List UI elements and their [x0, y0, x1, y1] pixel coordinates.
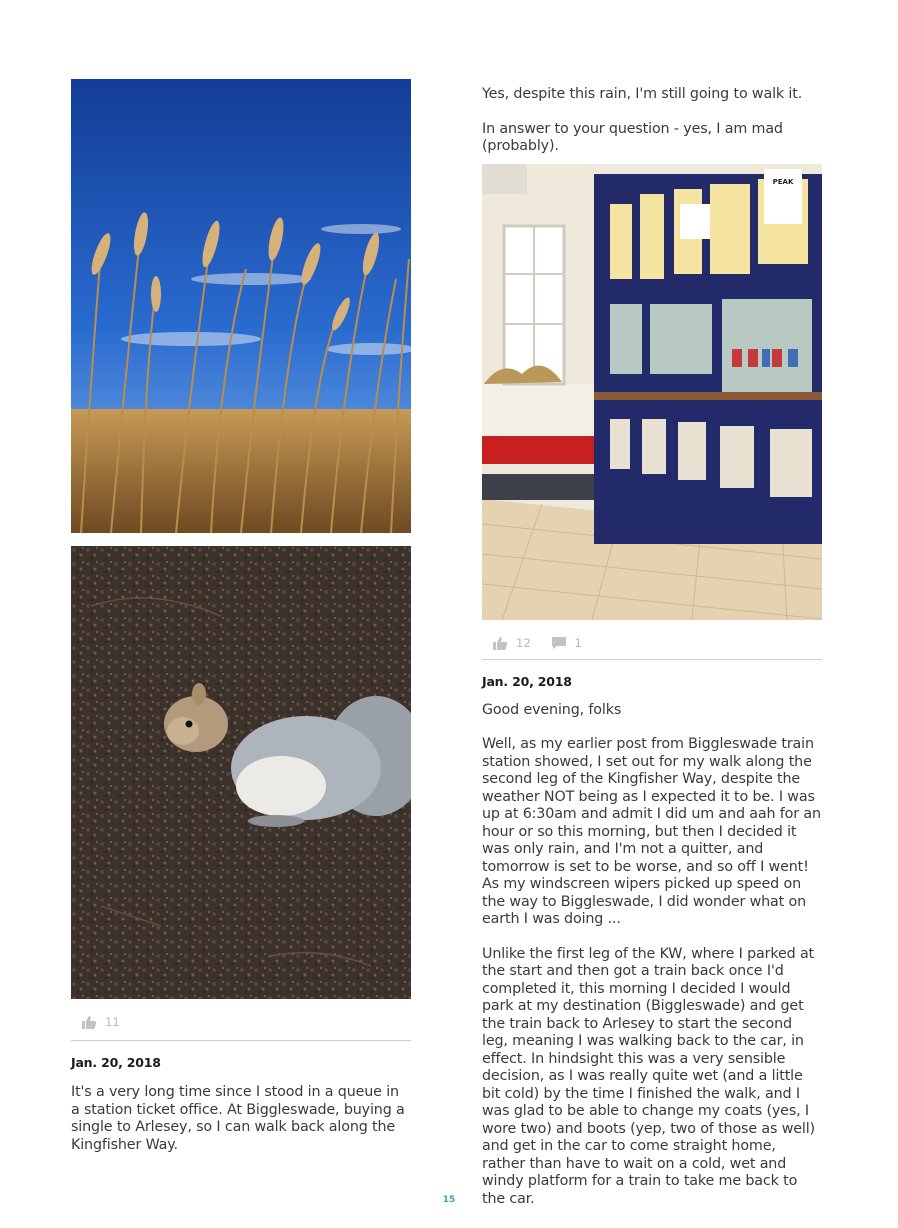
comment-icon[interactable]: [551, 636, 567, 650]
left-post-meta: [71, 1012, 411, 1032]
paragraph-1: Well, as my earlier post from Biggleswade train station showed, I set out for my walk along the second leg of the Kingfisher Way, despite the weather NOT being as I expected it to be. I was up at 6:30am and admit I did um and aah for an hour or so this morning, but then I decided it was only rain, and I'm not a quitter, and tomorrow is set to be worse, and so off I went! As my windscreen wipers picked up speed on the way to Biggleswade, I did wonder what on earth I was doing ...: [482, 736, 821, 927]
page-number: 15: [442, 1195, 456, 1205]
post-date: Jan. 20, 2018: [71, 1055, 161, 1070]
intro-line-2: In answer to your question - yes, I am mad (probably).: [482, 120, 783, 154]
paragraph-2: Unlike the first leg of the KW, where I parked at the start and then got a train back once I'd completed it, this morning I decided I would park at my destination (Biggleswade) and get the train back to Arlesey to start the second leg, meaning I was walking back to the car, in effect. In hindsight this was a very sensible decision, as I was really quite wet (and a little bit cold) by the time I finished the walk, and I was glad to be able to change my coats (yes, I wore two) and boots (yep, two of those as well) and get in the car to come straight home, rather than have to wait on a cold, wet and windy platform for a train to take me back to the car.: [482, 945, 815, 1207]
likes-count: 11: [105, 1015, 120, 1029]
greeting: Good evening, folks: [482, 701, 622, 718]
office-sign-text: PEAK: [772, 177, 794, 186]
photo-grass: [71, 79, 411, 533]
post-date: Jan. 20, 2018: [482, 673, 572, 689]
thumbs-up-icon[interactable]: [81, 1015, 97, 1029]
photo-squirrel: [71, 546, 411, 999]
right-post-meta: [482, 633, 822, 653]
thumbs-up-icon[interactable]: [492, 636, 508, 650]
comments-count: 1: [574, 635, 582, 650]
intro-line-1: Yes, despite this rain, I'm still going to walk it.: [482, 86, 803, 102]
right-column: [482, 86, 822, 1208]
photo-ticket-office: [482, 164, 822, 620]
likes-count: 12: [516, 635, 531, 650]
post-text: It's a very long time since I stood in a queue in a station ticket office. At Biggleswade, buying a single to Arlesey, so I can walk back along the Kingfisher Way.: [71, 1084, 405, 1153]
left-column: [71, 79, 411, 1154]
